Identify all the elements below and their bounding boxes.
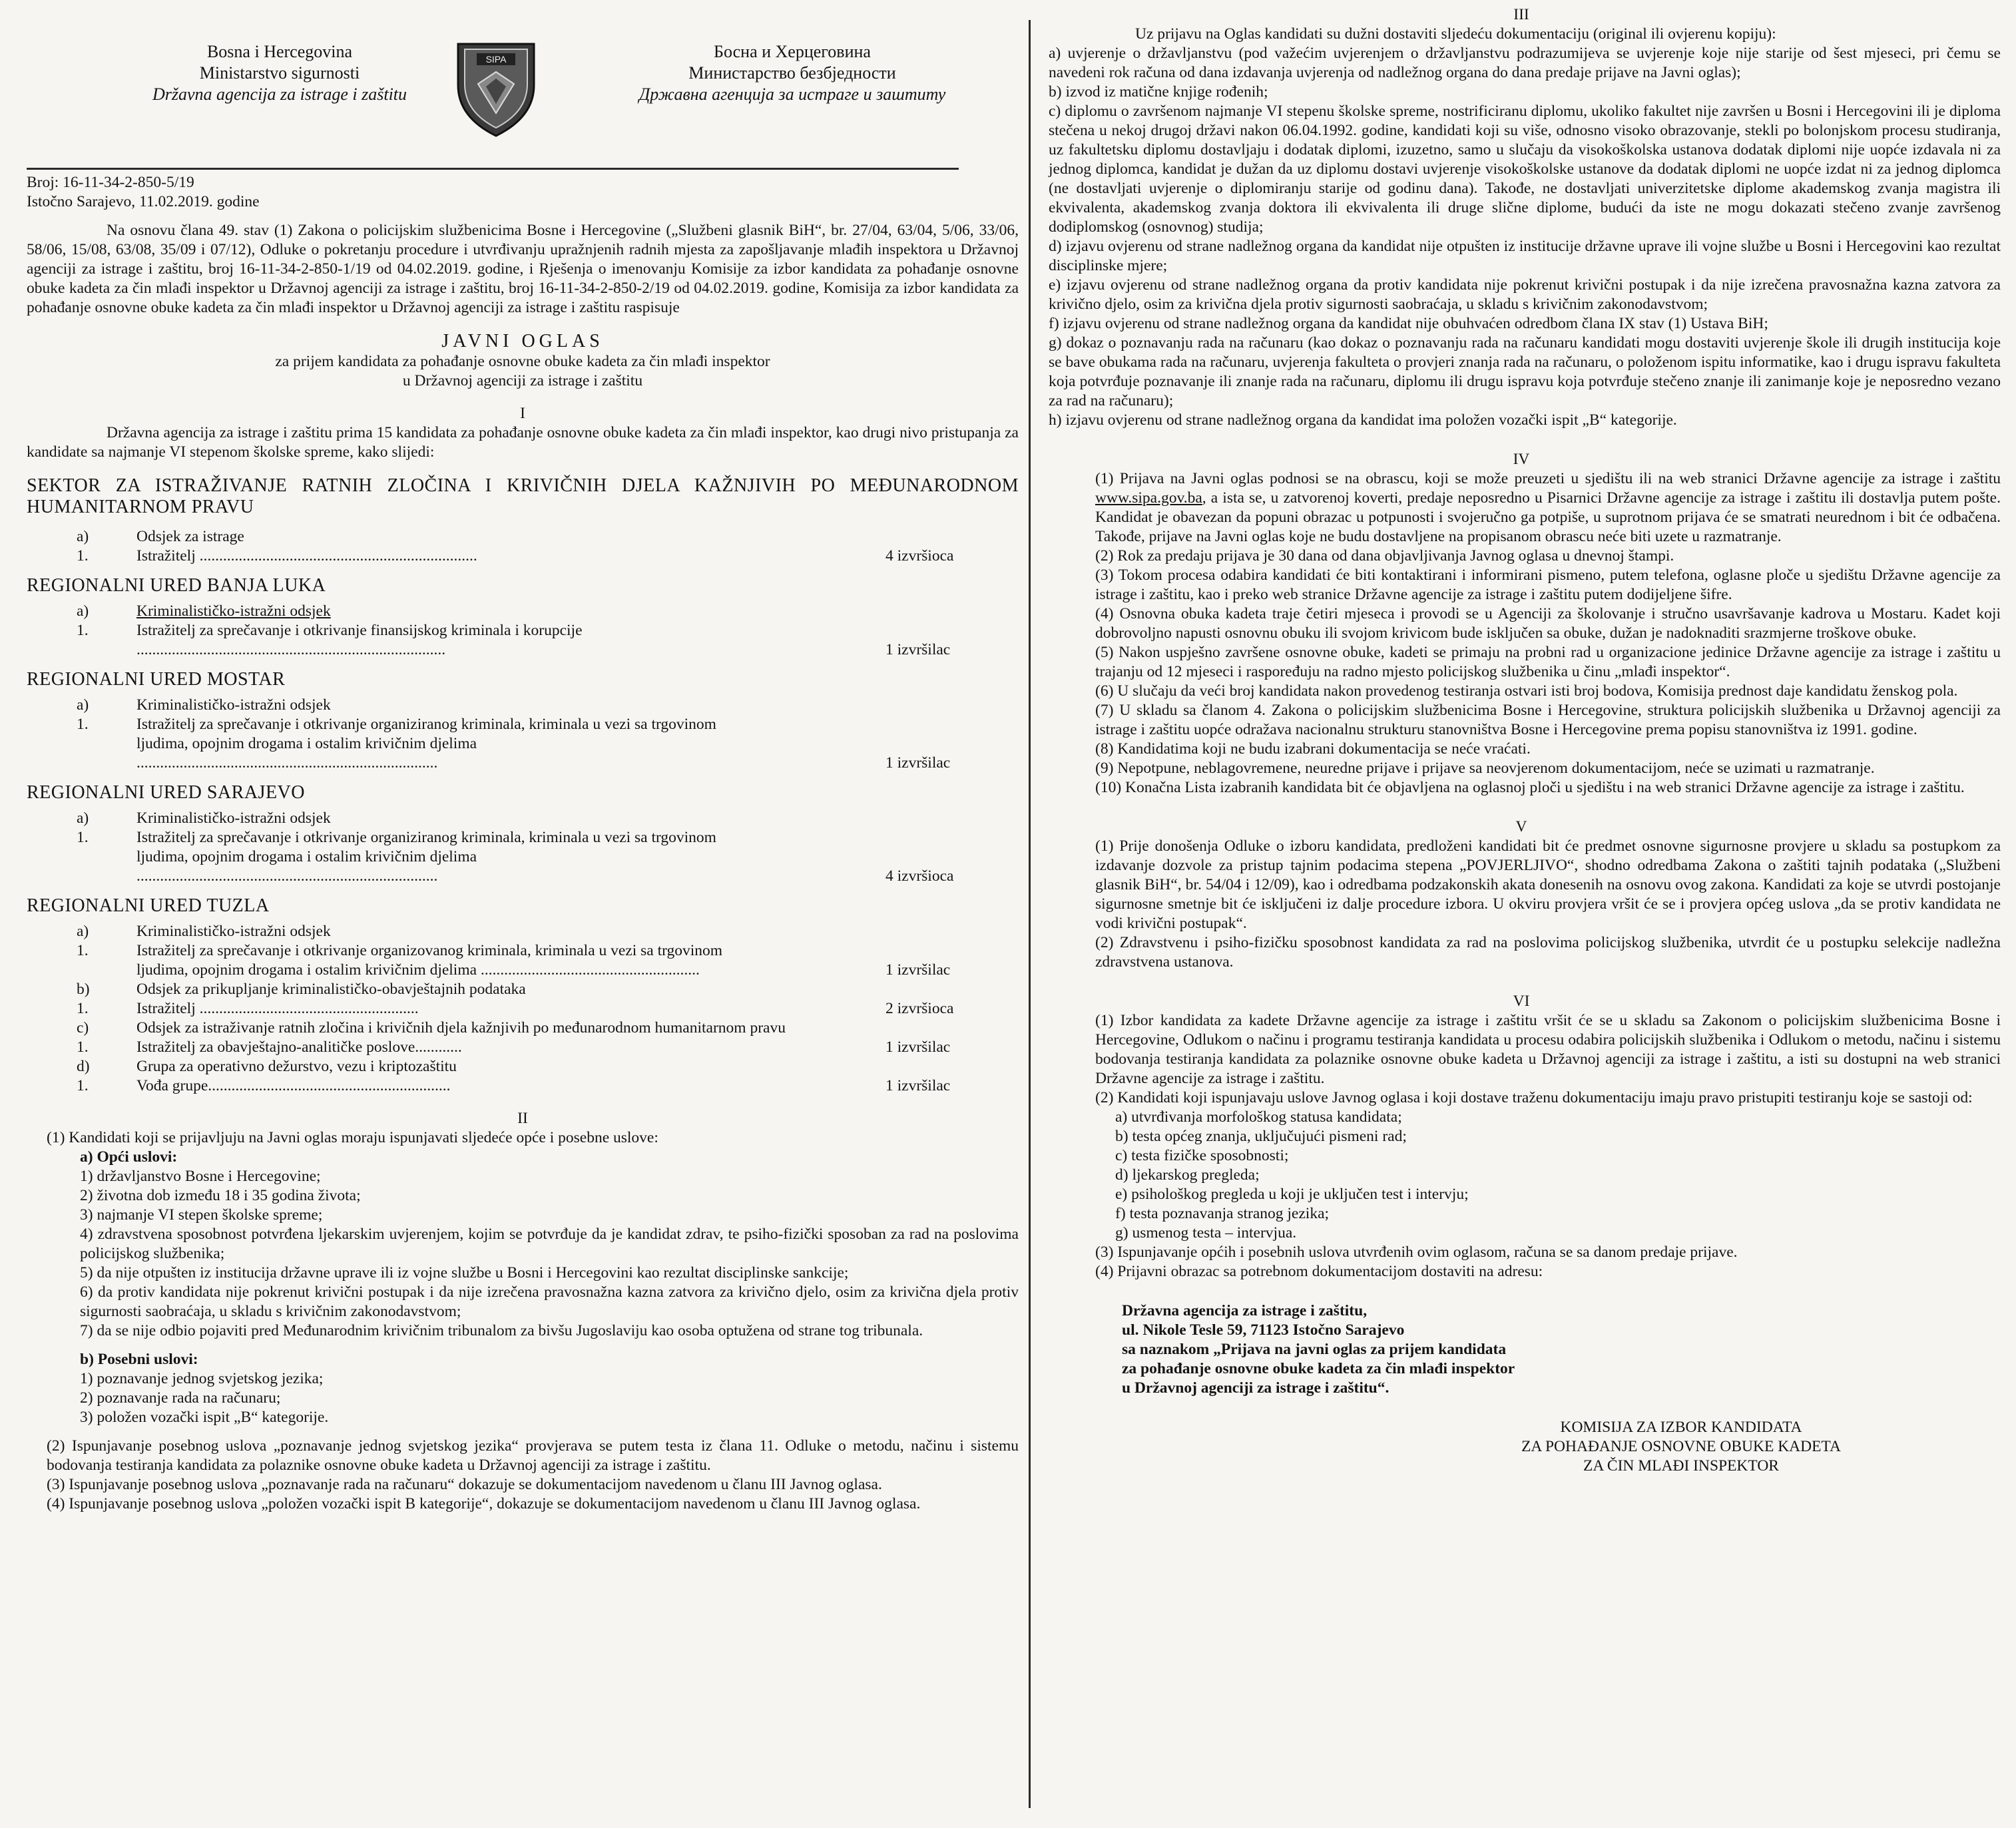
list-item: 1) državljanstvo Bosne i Hercegovine; — [80, 1168, 321, 1185]
section-3-number: III — [1513, 6, 1529, 23]
section-5-number: V — [1515, 818, 1527, 835]
list-item: 5) da nije otpušten iz institucija državne uprave ili iz vojne službe u Bosni i Hercegovini kao rezultat disciplinske sankcije; — [80, 1264, 849, 1281]
list-item: 2) poznavanje rada na računaru; — [80, 1389, 281, 1407]
section-2-p2: (2) Ispunjavanje posebnog uslova „poznavanje jednog svjetskog jezika“ provjerava se putem testa iz člana 11. Odluke o metodu, načinu i sistemu bodovanja testiranja kandidata za polaznike osnovne obuke kadeta u Državnoj agenciji za istrage i zaštitu. — [47, 1437, 1019, 1474]
list-item: 1. Istražitelj za sprečavanje i otkrivanje organiziranog kriminala, kriminala u vezi sa trgovinom ljudima, opojnim drogama i ostalim krivičnim djelima ............................................................................. 1 izvršilac — [77, 716, 951, 772]
list-item: (10) Konačna Lista izabranih kandidata bit će objavljena na oglasnoj ploči u sjedištu i na web stranici Državne agencije za istrage i zaštitu. — [1095, 779, 1965, 796]
letterhead-ministry: Ministarstvo sigurnosti — [199, 63, 360, 83]
section-5-list — [1042, 837, 2001, 972]
list-item: a) Odsjek za istrage — [77, 528, 244, 545]
address-line: ul. Nikole Tesle 59, 71123 Istočno Sarajevo — [1122, 1321, 1405, 1339]
letterhead-agency: Državna agencija za istrage i zaštitu — [152, 85, 407, 104]
section-4-number: IV — [1513, 451, 1530, 468]
document-title: JAVNI OGLAS — [441, 331, 604, 351]
document-subtitle-1: za prijem kandidata za pohađanje osnovne obuke kadeta za čin mlađi inspektor — [275, 353, 770, 370]
office-tuzla: REGIONALNI URED TUZLA — [27, 895, 270, 916]
column-divider — [1029, 20, 1031, 1808]
list-item: c) testa fizičke sposobnosti; — [1115, 1147, 1289, 1164]
list-item: (9) Nepotpune, neblagovremene, neuredne prijave i prijave sa neovjerenom dokumentacijom, neće se uzimati u razmatranje. — [1095, 760, 1875, 777]
office-mostar: REGIONALNI URED MOSTAR — [27, 669, 286, 690]
address-line: Državna agencija za istrage i zaštitu, — [1122, 1302, 1368, 1319]
address-line: za pohađanje osnovne obuke kadeta za čin mlađi inspektor — [1122, 1360, 1515, 1377]
section-2-number: II — [517, 1110, 528, 1127]
letterhead-ministry-cyr: Министарство безбједности — [688, 63, 896, 83]
reference-number: Broj: 16-11-34-2-850-5/19 — [27, 174, 194, 191]
office-sarajevo: REGIONALNI URED SARAJEVO — [27, 782, 305, 803]
list-item: (3) Ispunjavanje općih i posebnih uslova utvrđenih ovim oglasom, računa se sa danom predaje prijave. — [1095, 1244, 1738, 1261]
sektor-heading: SEKTOR ZA ISTRAŽIVANJE RATNIH ZLOČINA I KRIVIČNIH DJELA KAŽNJIVIH PO MEĐUNARODNOM HUMANITARNOM PRAVU — [27, 475, 1019, 517]
reference-block — [27, 173, 1019, 212]
letterhead — [27, 0, 1019, 166]
list-item: 1. Istražitelj za obavještajno-analitičke poslove............ 1 izvršilac — [77, 1038, 951, 1056]
letterhead-country-cyr: Босна и Херцеговина — [714, 42, 871, 61]
list-item: e) izjavu ovjerenu od strane nadležnog organa da protiv kandidata nije pokrenut krivični postupak i da nije izrečena pravosnažna kazna zatvora za krivično djelo, osim za krivična djela protiv sigurnosti saobraćaja, u skladu s krivičnim zakonodavstvom; — [1049, 276, 2001, 313]
left-column — [27, 0, 1019, 1828]
agency-website-link[interactable]: www.sipa.gov.ba — [1095, 489, 1202, 507]
address-line: sa naznakom „Prijava na javni oglas za prijem kandidata — [1122, 1341, 1507, 1358]
office-banja-luka: REGIONALNI URED BANJA LUKA — [27, 575, 326, 596]
section-2-p3: (3) Ispunjavanje posebnog uslova „poznavanje rada na računaru“ dokazuje se dokumentacijom navedenom u članu III Javnog oglasa. — [47, 1476, 882, 1493]
section-2-p4: (4) Ispunjavanje posebnog uslova „položen vozački ispit B kategorije“, dokazuje se dokumentacijom navedenom u članu III Javnog oglasa. — [47, 1495, 921, 1512]
list-item: 1. Istražitelj za sprečavanje i otkrivanje organizovanog kriminala, kriminala u vezi sa trgovinom ljudima, opojnim drogama i ostalim krivičnim djelima ........................................................ 1 izvršilac — [77, 942, 951, 979]
list-item: (2) Rok za predaju prijava je 30 dana od dana objavljivanja Javnog oglasa u dnevnoj štampi. — [1095, 547, 1674, 565]
section-2-p1: (1) Kandidati koji se prijavljuju na Javni oglas moraju ispunjavati sljedeće opće i posebne uslove: — [47, 1129, 658, 1146]
document-subtitle-2: u Državnoj agenciji za istrage i zaštitu — [402, 372, 643, 389]
list-item: 1. Istražitelj ........................................................ 2 izvršioca — [77, 1000, 954, 1017]
list-item: (2) Zdravstvenu i psiho-fizičku sposobnost kandidata za rad na poslovima policijskog službenika, utvrdit će u postupku selekcije nadležna zdravstvena ustanova. — [1095, 934, 2001, 971]
list-item: (6) U slučaju da veći broj kandidata nakon provedenog testiranja ostvari isti broj bodova, Komisija prednost daje kandidatu ženskog pola. — [1095, 682, 1958, 700]
list-item: g) usmenog testa – intervjua. — [1115, 1224, 1297, 1242]
address-line: u Državnoj agenciji za istrage i zaštitu“. — [1122, 1379, 1389, 1397]
header-divider — [27, 168, 959, 170]
list-item: d) Grupa za operativno dežurstvo, vezu i kriptozaštitu — [77, 1058, 457, 1075]
list-item: b) izvod iz matične knjige rođenih; — [1049, 83, 1268, 101]
intro-paragraph: Na osnovu člana 49. stav (1) Zakona o policijskim službenicima Bosne i Hercegovine („Službeni glasnik BiH“, br. 27/04, 63/04, 5/06, 33/06, 58/06, 15/08, 63/08, 35/09 i 07/12), Odluke o pokretanju procedure i utvrđivanju upražnjenih radnih mjesta za zapošljavanje mlađih inspektora u Državnoj agenciji za istrage i zaštitu, broj 16-11-34-2-850-1/19 od 04.02.2019. godine, i Rješenja o imenovanju Komisije za izbor kandidata za pohađanje osnovne obuke kadeta za čin mlađi inspektor u Državnoj agenciji za istrage i zaštitu, broj 16-11-34-2-850-2/19 od 04.02.2019. godine, Komisija za izbor kandidata za pohađanje osnovne obuke kadeta za čin mlađi inspektor u Državnoj agenciji za istrage i zaštitu raspisuje — [27, 222, 1019, 316]
general-conditions-list — [27, 1167, 1019, 1427]
list-item: a) Kriminalističko-istražni odsjek — [77, 923, 331, 940]
list-item: (2) Kandidati koji ispunjavaju uslove Javnog oglasa i koji dostave traženu dokumentaciju imaju pravo pristupiti testiranju koje se sastoji od: — [1095, 1089, 1973, 1106]
letterhead-latin — [113, 41, 446, 105]
signature-line: ZA POHAĐANJE OSNOVNE OBUKE KADETA — [1521, 1438, 1841, 1455]
list-item: 1. Istražitelj za sprečavanje i otkrivanje finansijskog kriminala i korupcije ............................................................................... 1 izvršilac — [77, 622, 951, 658]
list-item: b) Odsjek za prikupljanje kriminalističko-obavještajnih podataka — [77, 981, 526, 998]
list-item: d) ljekarskog pregleda; — [1115, 1166, 1260, 1184]
list-item: (5) Nakon uspješno završene osnovne obuke, kadeti se primaju na probni rad u organizacione jedinice Državne agencije za istrage i zaštitu u trajanju od 12 mjeseci i raspoređuju na radno mjesto policijskog službenika u činu „mlađi inspektor“. — [1095, 644, 2001, 680]
badge-label: SIPA — [485, 54, 507, 65]
list-item: (7) U skladu sa članom 4. Zakona o policijskim službenicima Bosne i Hercegovine, struktura policijskih službenika u Državnoj agenciji za istrage i zaštitu uopće odražava nacionalnu strukturu stanovništva Bosne i Hercegovine prema popisu stanovništva iz 1991. godine. — [1095, 702, 2001, 738]
list-item: 1) poznavanje jednog svjetskog jezika; — [80, 1370, 324, 1387]
list-item: a) uvjerenje o državljanstvu (pod važećim uvjerenjem o državljanstvu podrazumijeva se uvjerenje koje nije starije od šest mjeseci, pri čemu se navedeni rok računa od dana izdavanja uvjerenja od nadležnog organa do dana predaje prijave na Javni oglas); — [1049, 45, 2001, 81]
signature-line: KOMISIJA ZA IZBOR KANDIDATA — [1560, 1419, 1802, 1436]
delivery-address — [1042, 1301, 2001, 1398]
list-item: (1) Prijava na Javni oglas podnosi se na obrascu, koji se može preuzeti u sjedištu ili na web stranici Državne agencije za istrage i zaštitu www.sipa.gov.ba, a ista se, u zatvorenoj koverti, predaje neposredno u Pisarnici Državne agencije za istrage i zaštitu ili dostavlja putem pošte. Kandidat je obavezan da popuni obrazac u potpunosti i svojeručno ga potpiše, u suprotnom prijava će se smatrati neurednom i bit će odbačena. Takođe, prijave na Javni oglas koje ne budu dostavljene na propisanom obrascu neće biti uzete u razmatranje. — [1095, 470, 2001, 545]
section-6-list — [1042, 1011, 2001, 1281]
section-3-list — [1042, 44, 2001, 430]
list-item: 3) položen vozački ispit „B“ kategorije. — [80, 1409, 329, 1426]
right-column — [1042, 0, 2001, 1828]
letterhead-agency-cyr: Државна агенција за истраге и заштиту — [638, 85, 946, 104]
list-item: c) Odsjek za istraživanje ratnih zločina i krivičnih djela kažnjivih po međunarodnom humanitarnom pravu — [77, 1019, 786, 1036]
signature-line: ZA ČIN MLAĐI INSPEKTOR — [1583, 1457, 1779, 1475]
list-item: d) izjavu ovjerenu od strane nadležnog organa da kandidat nije otpušten iz institucije državne uprave ili vojne službe u Bosni i Hercegovini kao rezultat disciplinske mjere; — [1049, 238, 2001, 274]
letterhead-country: Bosna i Hercegovina — [206, 42, 353, 61]
list-item: e) psihološkog pregleda u koji je uključen test i intervju; — [1115, 1186, 1469, 1203]
list-item: (4) Osnovna obuka kadeta traje četiri mjeseca i provodi se u Agenciji za školovanje i stručno usavršavanje kadrova u Mostaru. Kadet koji dobrovoljno napusti osnovnu obuku ili svojom krivicom bude isključen sa obuke, dužan je nadoknaditi srazmjerne troškove obuke. — [1095, 605, 2001, 642]
section-1-number: I — [520, 405, 525, 422]
list-item: 2) životna dob između 18 i 35 godina života; — [80, 1187, 361, 1204]
letterhead-cyrillic — [579, 41, 1005, 105]
list-item: f) testa poznavanja stranog jezika; — [1115, 1205, 1330, 1222]
general-conditions-heading: a) Opći uslovi: — [80, 1148, 178, 1166]
list-item: (8) Kandidatima koji ne budu izabrani dokumentacija se neće vraćati. — [1095, 740, 1531, 758]
special-conditions-heading: b) Posebni uslovi: — [80, 1351, 198, 1368]
list-item: b) testa općeg znanja, uključujući pismeni rad; — [1115, 1128, 1407, 1145]
list-item: (1) Prije donošenja Odluke o izboru kandidata, predloženi kandidati bit će predmet osnovne sigurnosne provjere u skladu sa postupkom za izdavanje dozvole za pristup tajnim podacima stepena „POVJERLJIVO“, shodno odredbama Zakona o zaštiti tajnih podataka („Službeni glasnik BiH“, br. 54/04 i 12/09), kao i odredbama podzakonskih akata donesenih na osnovu ovog zakona. Kandidati za koje se utvrdi postojanje sigurnosne smetnje bit će isključeni iz dalje procedure izbora. U okviru provjera vršit će se i provjera općeg uslova „da se protiv kandidata ne vodi krivični postupak“. — [1095, 837, 2001, 932]
list-item: (4) Prijavni obrazac sa potrebnom dokumentacijom dostaviti na adresu: — [1095, 1263, 1543, 1280]
sipa-badge-icon — [453, 39, 539, 138]
section-1-intro: Državna agencija za istrage i zaštitu prima 15 kandidata za pohađanje osnovne obuke kadeta za čin mlađi inspektor, kao drugi nivo pristupanja za kandidate sa najmanje VI stepenom školske spreme, kako slijedi: — [27, 424, 1019, 461]
list-item: (1) Izbor kandidata za kadete Državne agencije za istrage i zaštitu vršit će se u skladu sa Zakonom o policijskim službenicima Bosne i Hercegovine, Odlukom o načinu i programu testiranja kandidata u procesu odabira policijskih službenika i Odlukom o metodu, načinu i sistemu bodovanja testiranja kandidata za polaznike osnovne obuke kadeta u Državnoj agenciji za istrage i zaštitu, a isti su dostupni na web stranici Državne agencije za istrage i zaštitu. — [1095, 1012, 2001, 1087]
list-item: a) utvrđivanja morfološkog statusa kandidata; — [1115, 1108, 1402, 1126]
signature-block — [1455, 1418, 1907, 1476]
list-item: f) izjavu ovjerenu od strane nadležnog organa da kandidat nije obuhvaćen odredbom člana IX stav (1) Ustava BiH; — [1049, 315, 1768, 332]
list-item: 1. Vođa grupe.............................................................. 1 izvršilac — [77, 1077, 951, 1094]
reference-date: Istočno Sarajevo, 11.02.2019. godine — [27, 193, 260, 210]
section-4-list — [1042, 469, 2001, 798]
list-item: a) Kriminalističko-istražni odsjek — [77, 602, 331, 620]
list-item: 3) najmanje VI stepen školske spreme; — [80, 1206, 323, 1224]
section-3-lead: Uz prijavu na Oglas kandidati su dužni dostaviti sljedeću dokumentaciju (original ili ovjerenu kopiju): — [1135, 25, 1776, 43]
list-item: 4) zdravstvena sposobnost potvrđena ljekarskim uvjerenjem, kojim se potvrđuje da je kandidat zdrav, te psiho-fizički sposoban za rad na poslovima policijskog službenika; — [80, 1226, 1019, 1262]
list-item: h) izjavu ovjerenu od strane nadležnog organa da kandidat ima položen vozački ispit „B“ kategorije. — [1049, 411, 1677, 429]
list-item: a) Kriminalističko-istražni odsjek — [77, 696, 331, 714]
list-item: a) Kriminalističko-istražni odsjek — [77, 809, 331, 827]
list-item: 1. Istražitelj ....................................................................... 4 izvršioca — [77, 547, 954, 565]
list-item: (3) Tokom procesa odabira kandidati će biti kontaktirani i informirani pismeno, putem telefona, oglasne ploče u sjedištu Državne agencije za istrage i zaštitu, kao i preko web stranice Državne agencije za istrage i zaštitu putem dodijeljene šifre. — [1095, 567, 2001, 603]
list-item: 7) da se nije odbio pojaviti pred Međunarodnim krivičnim tribunalom za bivšu Jugoslaviju kao osoba optužena od strane tog tribunala. — [80, 1322, 923, 1339]
list-item: 1. Istražitelj za sprečavanje i otkrivanje organiziranog kriminala, kriminala u vezi sa trgovinom ljudima, opojnim drogama i ostalim krivičnim djelima ............................................................................. 4 izvršioca — [77, 829, 954, 885]
section-6-number: VI — [1513, 993, 1530, 1010]
list-item: c) diplomu o završenom najmanje VI stepenu školske spreme, nostrificiranu diplomu, ukoliko fakultet nije završen u Bosni i Hercegovini ili je diploma stečena u nekoj drugoj državi nakon 06.04.1992. godine, kandidati koji su više, odnosno visoko obrazovanje, stekli po bolonjskom procesu studiranja, uz fakultetsku diplomu dostavljaju i dodatak diplomi, izuzetno, samo u slučaju da visokoškolska ustanova dodatak diplomi nije uopće izdavala ni za jednog diplomca, kandidat je dužan da uz diplomu dostavi uvjerenje visokoškolske ustanove da dodatak diplomi ne uopće izdat ni za jednog diplomca (ne dostavljati uvjerenje o diplomiranju starije od godinu dana). Takođe, ne dostavljati univerzitetske diplome akademskog zvanja magistra ili ekvivalenta, akademskog zvanja doktora ili ekvivalenta ili druge slične diplome, budući da iste ne mogu dokazati stečeno zvanje završenog dodiplomskog (osnovnog) studija; — [1049, 103, 2001, 236]
list-item: 6) da protiv kandidata nije pokrenut krivični postupak i da nije izrečena pravosnažna kazna zatvora za krivično djelo, osim za krivična djela protiv sigurnosti saobraćaja, u skladu s krivičnim zakonodavstvom; — [80, 1283, 1019, 1320]
list-item: g) dokaz o poznavanju rada na računaru (kao dokaz o poznavanju rada na računaru kandidati mogu dostaviti uvjerenje škole ili drugih institucija koje se bave obukama rada na računaru, uvjerenja fakulteta o provjeri znanja rada na računaru, o položenom ispitu informatike, kao i drugu ispravu fakulteta koja potvrđuje poznavanje ili znanje rada na računaru, diplomu ili drugu ispravu koja potvrđuje stečeno znanje ili zanimanje koje je neposredno vezano za rad na računaru); — [1049, 334, 2001, 409]
